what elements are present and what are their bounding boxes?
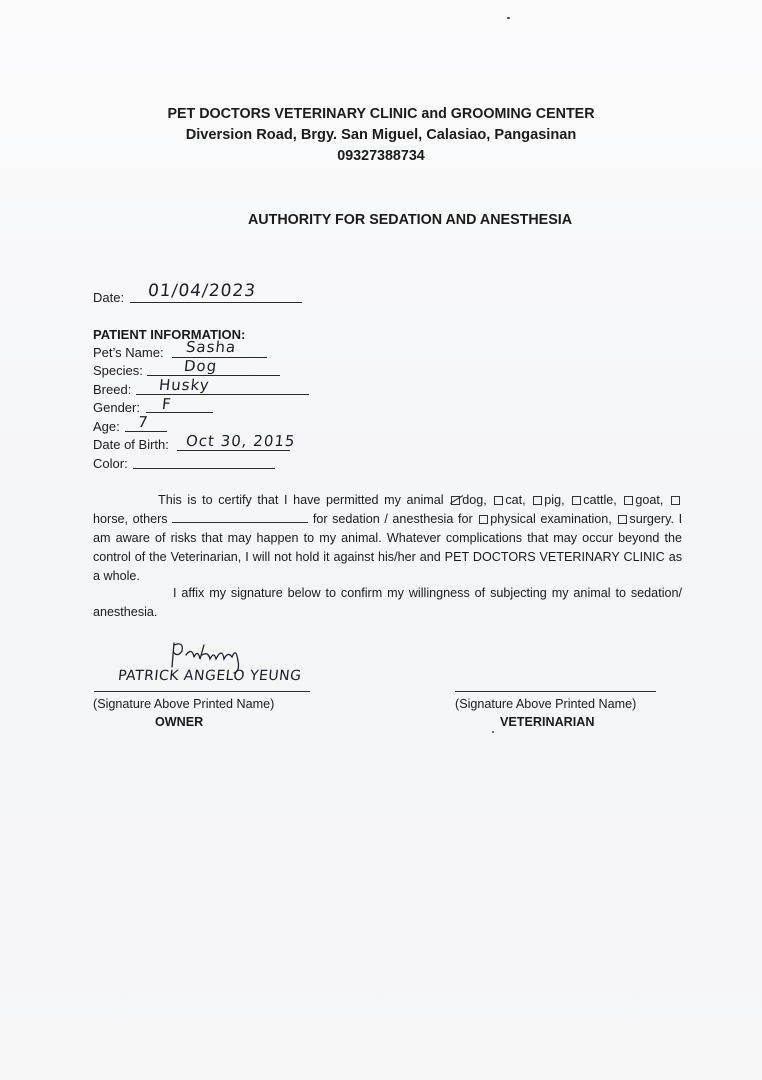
scan-speck: [507, 17, 510, 19]
paragraph-waiver: I am aware of risks that may happen to my animal. Whatever complications that may occur beyond the control of the Veterinarian, I will not hold it against his/her and PET DOCTORS VETERINARY CLINIC as a whole.: [93, 512, 683, 583]
document-title: AUTHORITY FOR SEDATION AND ANESTHESIA: [247, 212, 573, 228]
checkbox-horse[interactable]: [671, 496, 680, 505]
option-cattle-label: cattle,: [583, 493, 617, 507]
option-surgery-label: surgery.: [629, 512, 674, 526]
age-underline: [125, 431, 167, 432]
age-label: Age:: [93, 419, 120, 434]
species-value: Dog: [183, 357, 219, 375]
owner-signature-line: [94, 691, 310, 692]
checkbox-cat[interactable]: [494, 496, 503, 505]
clinic-phone: 09327388734: [337, 148, 425, 164]
pet-name-value: Sasha: [185, 338, 238, 356]
paragraph-intro: This is to certify that I have permitted my animal: [158, 493, 444, 507]
pet-name-label: Pet’s Name:: [93, 345, 164, 360]
color-underline: [133, 468, 275, 469]
clinic-address: Diversion Road, Brgy. San Miguel, Calasiao, Pangasinan: [185, 127, 577, 143]
paragraph-purpose: for sedation / anesthesia for: [312, 512, 473, 526]
option-pig-label: pig,: [544, 493, 565, 507]
others-blank[interactable]: [172, 511, 308, 523]
clinic-header: [0, 104, 762, 167]
owner-printed-name: PATRICK ANGELO YEUNG: [117, 668, 303, 684]
option-horse-label: horse, others: [93, 512, 168, 526]
veterinarian-role-label: VETERINARIAN: [500, 715, 595, 729]
age-value: 7: [137, 413, 150, 431]
checkbox-dog[interactable]: [451, 496, 460, 505]
veterinarian-signature-caption: (Signature Above Printed Name): [455, 697, 637, 711]
breed-label: Breed:: [93, 382, 132, 397]
dob-value: Oct 30, 2015: [185, 432, 297, 450]
checkbox-pig[interactable]: [533, 496, 542, 505]
checkbox-cattle[interactable]: [572, 496, 581, 505]
dob-label: Date of Birth:: [93, 437, 169, 452]
owner-role-label: OWNER: [155, 715, 204, 729]
clinic-name: PET DOCTORS VETERINARY CLINIC and GROOMING CENTER: [167, 106, 595, 122]
scan-speck-2: [492, 731, 494, 733]
date-underline: [130, 302, 302, 303]
patient-info-heading: PATIENT INFORMATION:: [93, 327, 246, 342]
veterinarian-signature-line: [455, 691, 656, 692]
signature-consent-paragraph: I affix my signature below to confirm my willingness of subjecting my animal to sedation/ anesthesia.: [93, 586, 682, 619]
species-label: Species:: [93, 363, 143, 378]
checkbox-surgery[interactable]: [618, 515, 627, 524]
color-label: Color:: [93, 456, 128, 471]
gender-value: F: [161, 395, 173, 413]
gender-label: Gender:: [93, 400, 140, 415]
date-value: 01/04/2023: [146, 281, 258, 301]
option-dog-label: dog,: [462, 493, 487, 507]
checkbox-physical-exam[interactable]: [479, 515, 488, 524]
date-label: Date:: [93, 290, 125, 305]
owner-signature-caption: (Signature Above Printed Name): [93, 697, 275, 711]
checkbox-goat[interactable]: [624, 496, 633, 505]
authorization-paragraph: [93, 491, 682, 586]
option-physical-exam-label: physical examination,: [490, 512, 612, 526]
gender-underline: [146, 412, 213, 413]
option-cat-label: cat,: [505, 493, 526, 507]
dob-underline: [177, 450, 290, 451]
option-goat-label: goat,: [635, 493, 664, 507]
breed-value: Husky: [158, 376, 211, 394]
